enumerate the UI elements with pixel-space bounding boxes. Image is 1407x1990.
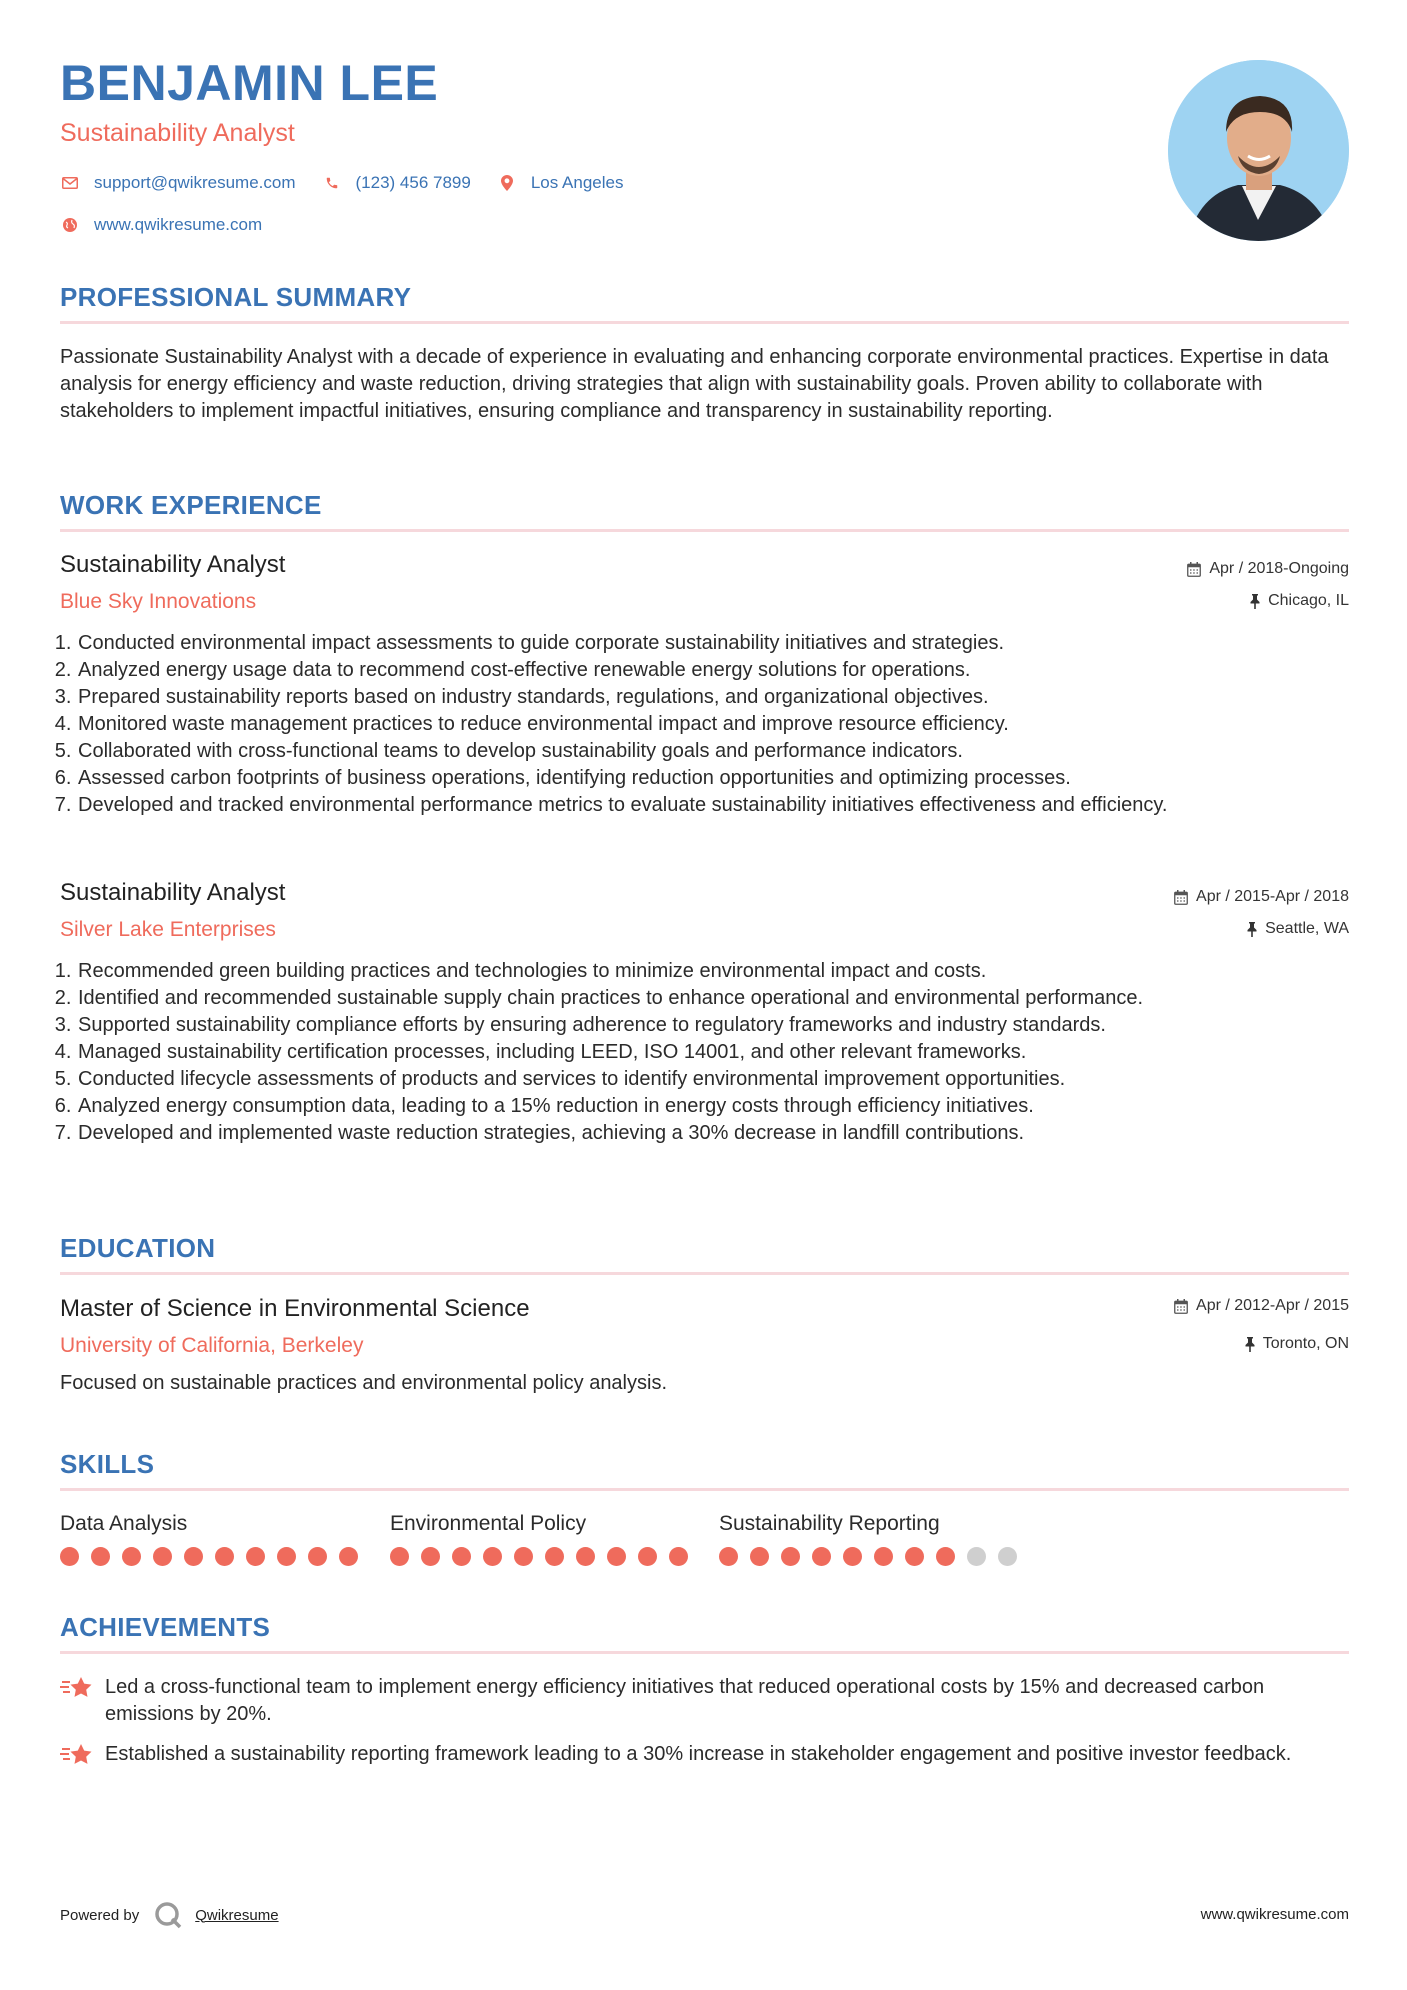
experience-title: WORK EXPERIENCE [60,490,322,520]
list-item: 6. Analyzed energy consumption data, leading to a 15% reduction in energy costs through efficiency initiatives. [77,1093,1366,1120]
rating-dot-filled [421,1547,440,1566]
job-title: Sustainability Analyst [60,879,286,906]
education-description: Focused on sustainable practices and environmental policy analysis. [60,1372,668,1394]
list-item: 5. Conducted lifecycle assessments of products and services to identify environmental improvement opportunities. [77,1066,1366,1093]
job-location-text: Chicago, IL [1268,592,1349,609]
education-dates-text: Apr / 2012-Apr / 2015 [1196,1297,1349,1314]
summary-title: PROFESSIONAL SUMMARY [60,282,412,312]
skill-name: Sustainability Reporting [719,1512,940,1535]
rating-dot-filled [153,1547,172,1566]
list-item: 1. Conducted environmental impact assessments to guide corporate sustainability initiatives and strategies. [77,630,1366,657]
skills-title: SKILLS [60,1449,155,1479]
pushpin-icon [1245,1337,1255,1352]
job-bullets [60,630,1366,819]
contact-location [497,173,624,193]
rating-dot-filled [390,1547,409,1566]
skill-rating [60,1547,370,1566]
job-bullets [60,958,1366,1147]
list-item: 3. Prepared sustainability reports based on industry standards, regulations, and organizational objectives. [77,684,1366,711]
contact-phone[interactable] [322,173,471,193]
star-badge-icon [60,1674,94,1702]
job-company: Silver Lake Enterprises [60,918,276,941]
rating-dot-filled [607,1547,626,1566]
map-pin-icon [497,173,517,193]
rating-dot-filled [905,1547,924,1566]
rating-dot-filled [184,1547,203,1566]
section-divider [60,1651,1349,1654]
education-dates [1174,1298,1349,1314]
globe-icon [60,215,80,235]
skill-rating [390,1547,700,1566]
list-item: 2. Identified and recommended sustainable supply chain practices to enhance operational and environmental performance. [77,985,1366,1012]
list-item: 5. Collaborated with cross-functional teams to develop sustainability goals and performance indicators. [77,738,1366,765]
rating-dot-filled [781,1547,800,1566]
section-divider [60,1488,1349,1491]
achievement-text: Led a cross-functional team to implement energy efficiency initiatives that reduced operational costs by 15% and decreased carbon emissions by 20%. [105,1676,1265,1725]
footer-url[interactable]: www.qwikresume.com [1200,1906,1349,1923]
rating-dot-filled [60,1547,79,1566]
rating-dot-filled [638,1547,657,1566]
calendar-icon [1187,562,1201,577]
rating-dot-filled [545,1547,564,1566]
rating-dot-filled [277,1547,296,1566]
rating-dot-filled [874,1547,893,1566]
section-divider [60,529,1349,532]
candidate-role: Sustainability Analyst [60,119,295,147]
calendar-icon [1174,890,1188,905]
job-dates [1174,889,1349,905]
list-item: 6. Assessed carbon footprints of business operations, identifying reduction opportunities and optimizing processes. [77,765,1366,792]
calendar-icon [1174,1299,1188,1314]
job-location [1250,593,1349,609]
job-location [1247,921,1349,937]
footer-brand-link[interactable]: Qwikresume [195,1906,279,1924]
rating-dot-filled [308,1547,327,1566]
rating-dot-empty [967,1547,986,1566]
job-location-text: Seattle, WA [1265,920,1349,937]
rating-dot-filled [719,1547,738,1566]
footer-powered-by [60,1900,279,1930]
list-item: 7. Developed and implemented waste reduction strategies, achieving a 30% decrease in landfill contributions. [77,1120,1366,1147]
achievement-text: Established a sustainability reporting framework leading to a 30% increase in stakeholder engagement and positive investor feedback. [105,1743,1292,1765]
achievement-item [60,1741,1349,1769]
qwikresume-logo-icon [153,1900,183,1930]
location-text: Los Angeles [530,173,624,192]
contact-row [60,173,649,193]
pushpin-icon [1247,922,1257,937]
list-item: 1. Recommended green building practices and technologies to minimize environmental impact and costs. [77,958,1366,985]
skill-item [719,1513,940,1534]
job-dates [1187,561,1349,577]
job-dates-text: Apr / 2015-Apr / 2018 [1196,888,1349,905]
education-title: EDUCATION [60,1233,216,1263]
email-text: support@qwikresume.com [94,173,296,192]
rating-dot-filled [843,1547,862,1566]
rating-dot-filled [576,1547,595,1566]
list-item: 7. Developed and tracked environmental performance metrics to evaluate sustainability initiatives effectiveness and efficiency. [77,792,1366,819]
section-divider [60,321,1349,324]
candidate-name: BENJAMIN LEE [60,55,439,111]
skill-name: Environmental Policy [390,1512,587,1535]
degree-title: Master of Science in Environmental Science [60,1295,530,1322]
rating-dot-filled [452,1547,471,1566]
summary-text: Passionate Sustainability Analyst with a decade of experience in evaluating and enhancing corporate environmental practices. Expertise in data analysis for energy efficiency and waste reduction, driving strategies that align with sustainability goals. Proven ability to collaborate with stakeholders to implement impactful initiatives, ensuring compliance and transparency in sustainability reporting. [60,346,1329,422]
job-title: Sustainability Analyst [60,551,286,578]
rating-dot-filled [750,1547,769,1566]
school-name: University of California, Berkeley [60,1334,364,1357]
skill-item [60,1513,187,1534]
job-company: Blue Sky Innovations [60,590,257,613]
section-divider [60,1272,1349,1275]
contact-website[interactable] [60,215,262,235]
achievement-item [60,1674,1349,1728]
avatar [1168,60,1349,241]
rating-dot-filled [122,1547,141,1566]
contact-email[interactable] [60,173,296,193]
rating-dot-filled [669,1547,688,1566]
rating-dot-filled [246,1547,265,1566]
rating-dot-filled [215,1547,234,1566]
rating-dot-empty [998,1547,1017,1566]
list-item: 2. Analyzed energy usage data to recommend cost-effective renewable energy solutions for operations. [77,657,1366,684]
achievements-title: ACHIEVEMENTS [60,1612,271,1642]
education-location [1245,1336,1349,1352]
website-text: www.qwikresume.com [94,215,263,234]
rating-dot-filled [91,1547,110,1566]
rating-dot-filled [339,1547,358,1566]
envelope-icon [60,173,80,193]
skill-item [390,1513,586,1534]
education-location-text: Toronto, ON [1262,1335,1349,1352]
website-row [60,215,288,235]
powered-by-label: Powered by [60,1906,140,1924]
person-photo-icon [1168,60,1349,241]
list-item: 3. Supported sustainability compliance efforts by ensuring adherence to regulatory frameworks and industry standards. [77,1012,1366,1039]
job-dates-text: Apr / 2018-Ongoing [1209,560,1349,577]
rating-dot-filled [514,1547,533,1566]
skill-rating [719,1547,1029,1566]
list-item: 4. Managed sustainability certification processes, including LEED, ISO 14001, and other relevant frameworks. [77,1039,1366,1066]
skill-name: Data Analysis [60,1512,188,1535]
star-badge-icon [60,1741,94,1769]
pushpin-icon [1250,594,1260,609]
rating-dot-filled [812,1547,831,1566]
rating-dot-filled [483,1547,502,1566]
rating-dot-filled [936,1547,955,1566]
phone-icon [322,173,342,193]
phone-text: (123) 456 7899 [355,173,471,192]
list-item: 4. Monitored waste management practices to reduce environmental impact and improve resource efficiency. [77,711,1366,738]
